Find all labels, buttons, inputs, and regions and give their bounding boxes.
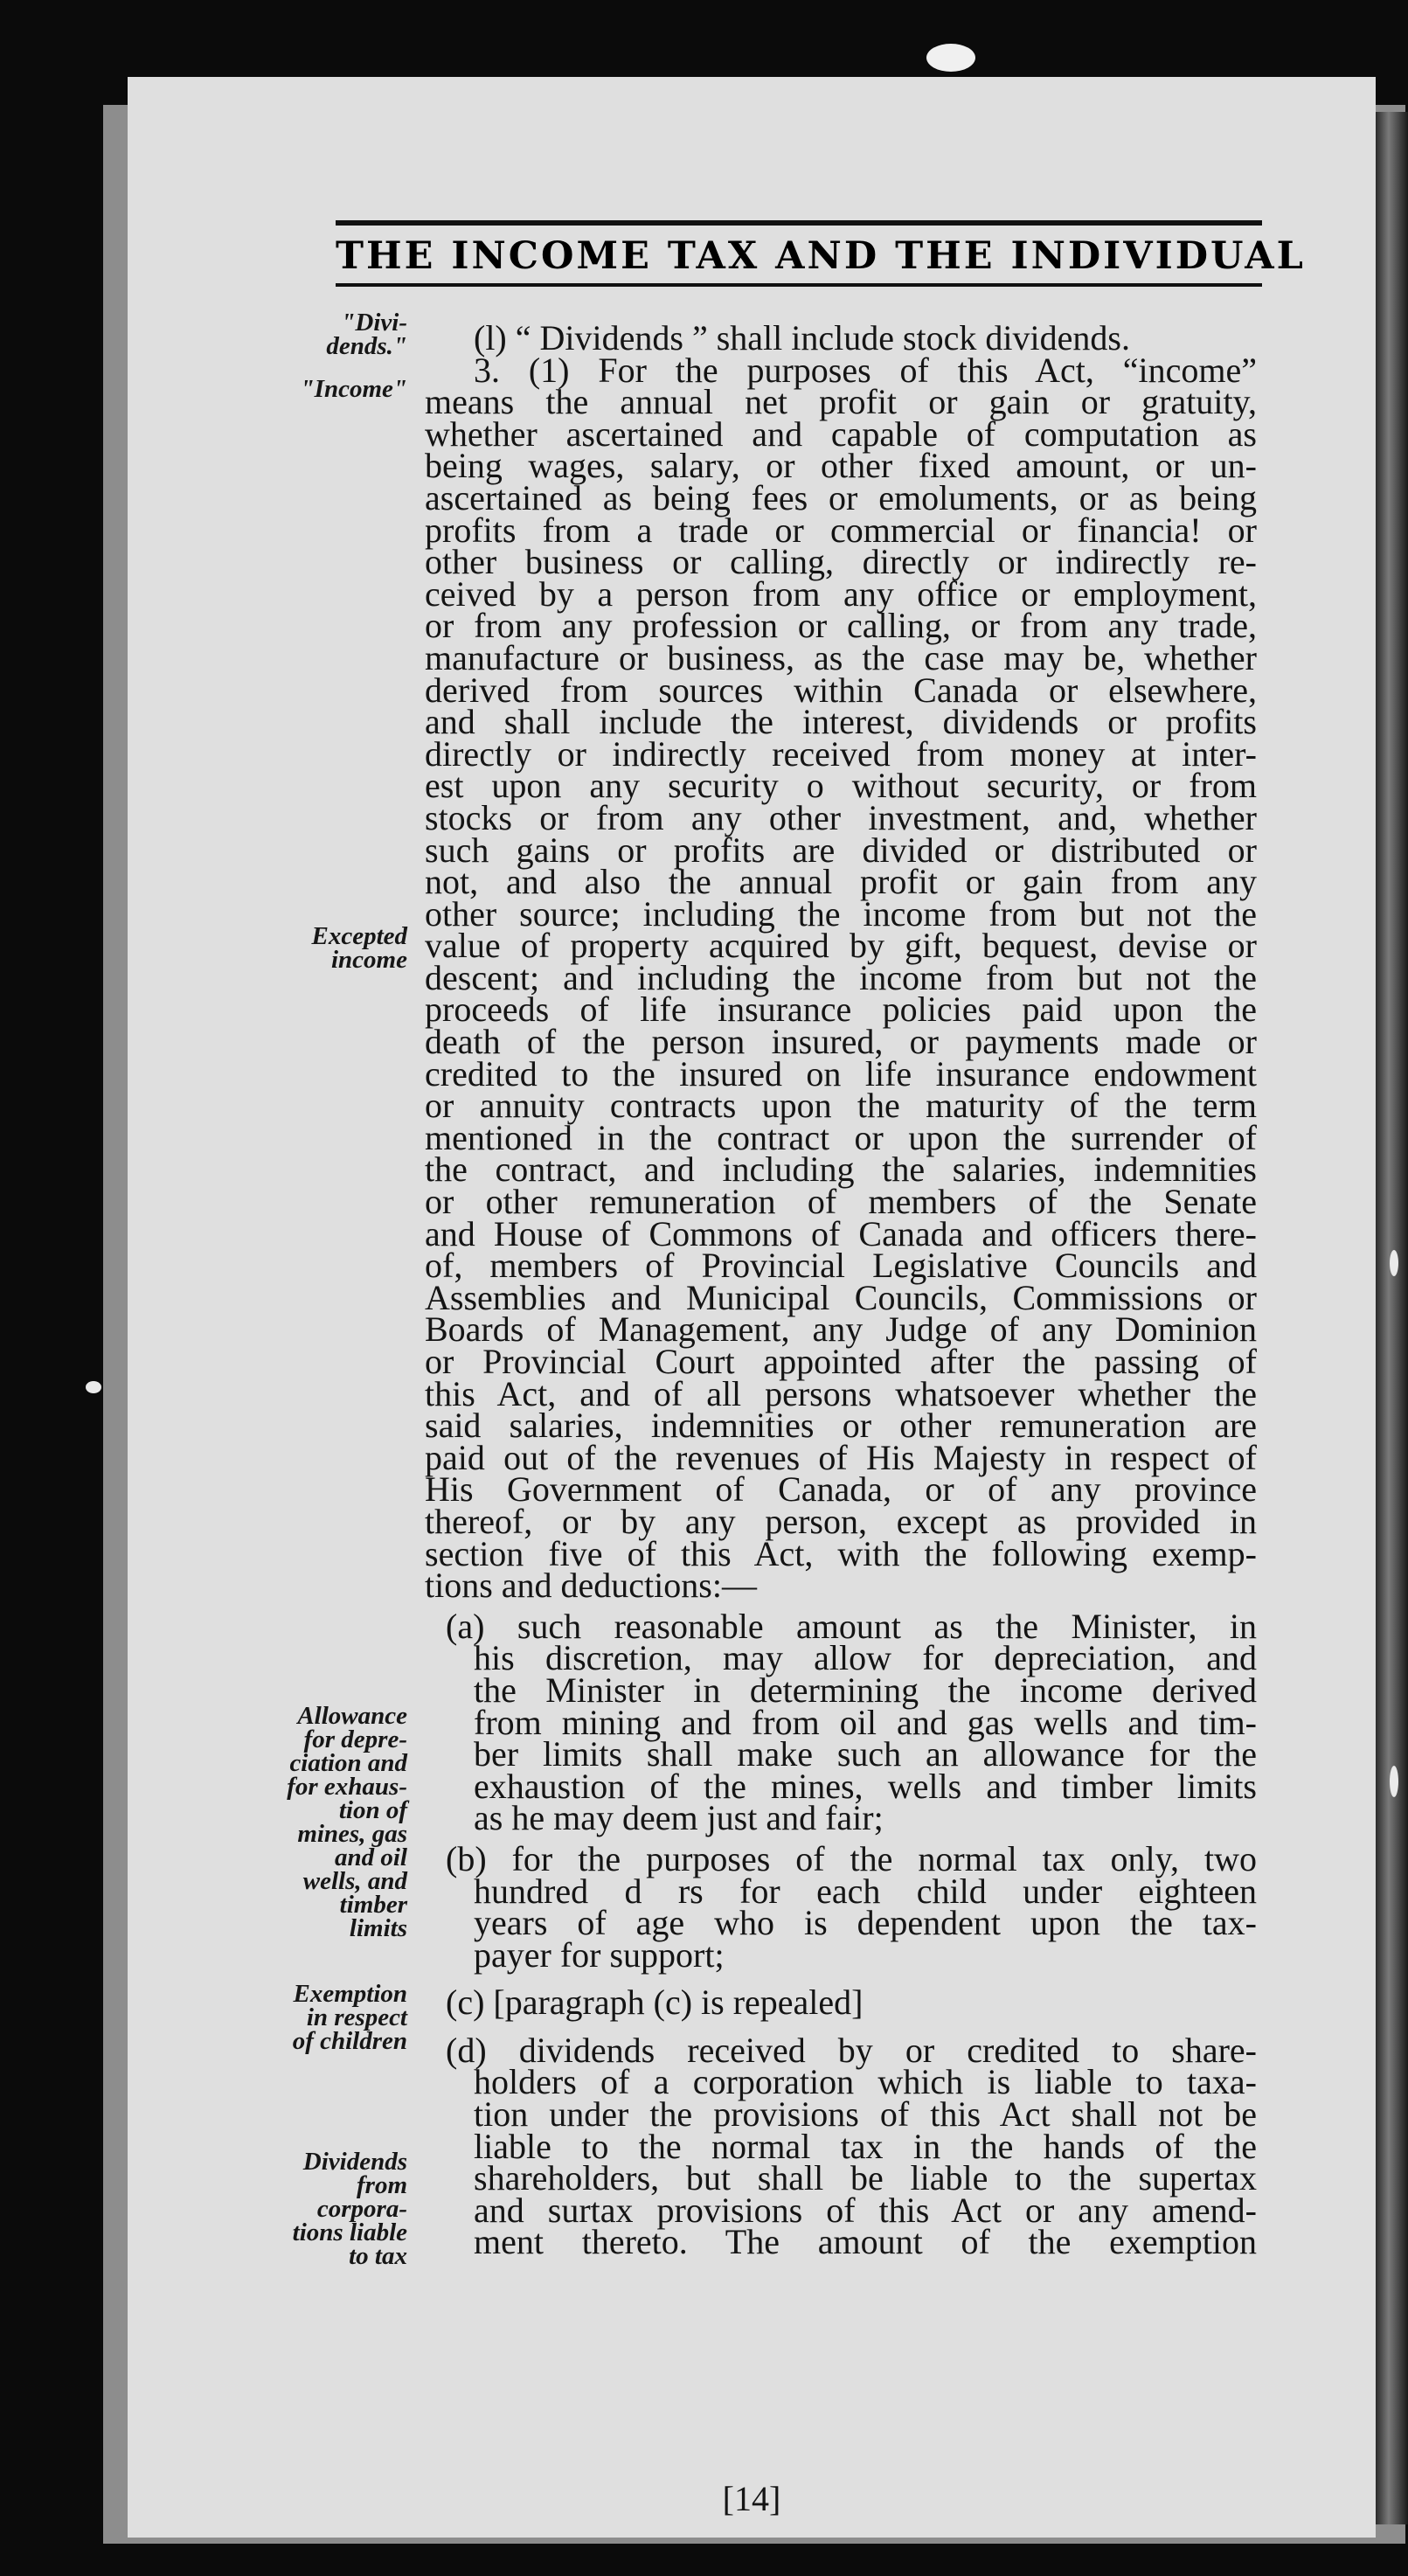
- text-line: ascertained as being fees or emoluments, or as being: [425, 477, 1257, 517]
- text-line: value of property acquired by gift, bequest, devise or: [425, 926, 1257, 966]
- clause-d-line: and surtax provisions of this Act or any amend-: [474, 2190, 1257, 2230]
- margin-note-dividends-corporations: Dividends from corpora- tions liable to tax: [292, 2148, 407, 2270]
- text-line: said salaries, indemnities or other remuneration are: [425, 1406, 1257, 1446]
- text-line: derived from sources within Canada or elsewhere,: [425, 670, 1257, 710]
- clause-b-line: hundred d rs for each child under eighteen: [474, 1871, 1257, 1911]
- page-edge-right: [1376, 112, 1408, 2524]
- text-line: Boards of Management, any Judge of any Dominion: [425, 1309, 1257, 1350]
- text-line: means the annual net profit or gain or gratuity,: [425, 382, 1257, 422]
- text-line: descent; and including the income from but not the: [425, 957, 1257, 997]
- text-line: of, members of Provincial Legislative Councils and: [425, 1246, 1257, 1286]
- clause-b-line: (b) for the purposes of the normal tax only, two: [446, 1838, 1257, 1878]
- margin-note-allowance: Allowance for depre- ciation and for exhaus- tion of mines, gas and oil wells, and timber limits: [287, 1702, 407, 1942]
- scan-artifact-blob: [926, 44, 975, 72]
- text-line: or other remuneration of members of the Senate: [425, 1182, 1257, 1222]
- text-line: 3. (1) For the purposes of this Act, “income”: [474, 350, 1257, 390]
- clause-a-line: exhaustion of the mines, wells and timber limits: [474, 1766, 1257, 1806]
- text-line: the contract, and including the salaries, indemnities: [425, 1149, 1257, 1190]
- text-line: and shall include the interest, dividends or profits: [425, 702, 1257, 742]
- clause-d-line: tion under the provisions of this Act shall not be: [474, 2094, 1257, 2135]
- text-line: His Government of Canada, or of any province: [425, 1469, 1257, 1510]
- header-rule-top: [336, 220, 1262, 226]
- text-line: this Act, and of all persons whatsoever whether the: [425, 1373, 1257, 1413]
- text-line: being wages, salary, or other fixed amount, or un-: [425, 446, 1257, 486]
- running-head: THE INCOME TAX AND THE INDIVIDUAL: [336, 234, 1306, 278]
- text-line: not, and also the annual profit or gain from any: [425, 862, 1257, 902]
- clause-d-line: holders of a corporation which is liable to taxa-: [474, 2062, 1257, 2102]
- text-line: or from any profession or calling, or from any trade,: [425, 606, 1257, 646]
- text-line: and House of Commons of Canada and officers there-: [425, 1213, 1257, 1253]
- text-line: Assemblies and Municipal Councils, Commissions or: [425, 1277, 1257, 1317]
- margin-note-income: "Income": [300, 375, 407, 403]
- scan-artifact-fleck: [1390, 1766, 1398, 1797]
- clause-a-line: as he may deem just and fair;: [474, 1798, 884, 1838]
- margin-note-exemption-children: Exemption in respect of children: [292, 1980, 407, 2055]
- clause-b-line: years of age who is dependent upon the tax-: [474, 1903, 1257, 1943]
- text-line: ceived by a person from any office or employment,: [425, 573, 1257, 614]
- clause-d-line: ment thereto. The amount of the exemption: [474, 2222, 1257, 2262]
- text-line: other source; including the income from but not the: [425, 893, 1257, 934]
- text-line: stocks or from any other investment, and, whether: [425, 797, 1257, 837]
- clause-d-line: (d) dividends received by or credited to share-: [446, 2030, 1257, 2070]
- margin-note-excepted-income: Excepted income: [311, 922, 407, 974]
- text-line: est upon any security o without security, or from: [425, 766, 1257, 806]
- text-line: (l) “ Dividends ” shall include stock dividends.: [474, 318, 1130, 358]
- header-rule-bottom: [336, 283, 1262, 287]
- clause-b-line: payer for support;: [474, 1934, 725, 1975]
- clause-a-line: from mining and from oil and gas wells and tim-: [474, 1702, 1257, 1742]
- text-line: paid out of the revenues of His Majesty in respect of: [425, 1437, 1257, 1477]
- text-line: whether ascertained and capable of computation as: [425, 413, 1257, 454]
- text-line: death of the person insured, or payments made or: [425, 1022, 1257, 1062]
- text-line: or Provincial Court appointed after the passing of: [425, 1342, 1257, 1381]
- text-line: or annuity contracts upon the maturity of the term: [425, 1086, 1257, 1126]
- text-line: thereof, or by any person, except as provided in: [425, 1501, 1257, 1541]
- clause-a-line: the Minister in determining the income derived: [474, 1670, 1257, 1710]
- text-line: tions and deductions:—: [425, 1566, 757, 1606]
- scan-artifact-fleck: [1390, 1250, 1398, 1276]
- text-line: directly or indirectly received from money at inter-: [425, 733, 1257, 774]
- scan-artifact-fleck: [86, 1381, 101, 1393]
- text-line: other business or calling, directly or indirectly re-: [425, 542, 1257, 582]
- text-line: manufacture or business, as the case may be, whether: [425, 637, 1257, 677]
- clause-a-line: (a) such reasonable amount as the Minister, in: [446, 1606, 1257, 1646]
- text-line: profits from a trade or commercial or financia! or: [425, 510, 1257, 550]
- margin-note-dividends: "Divi- dends.": [326, 309, 407, 360]
- clause-d-line: shareholders, but shall be liable to the supertax: [474, 2158, 1257, 2198]
- clause-a-line: his discretion, may allow for depreciation, and: [474, 1638, 1257, 1678]
- text-line: proceeds of life insurance policies paid upon the: [425, 989, 1257, 1030]
- page-number: [14]: [722, 2479, 781, 2518]
- clause-a-line: ber limits shall make such an allowance for the: [474, 1734, 1257, 1774]
- text-line: credited to the insured on life insurance endowment: [425, 1053, 1257, 1094]
- text-line: such gains or profits are divided or distributed or: [425, 830, 1257, 870]
- text-line: mentioned in the contract or upon the surrender of: [425, 1117, 1257, 1157]
- body-text: [425, 318, 1257, 2262]
- clause-d-line: liable to the normal tax in the hands of the: [474, 2126, 1257, 2166]
- clause-c-line: (c) [paragraph (c) is repealed]: [446, 1982, 864, 2023]
- text-line: section five of this Act, with the following exemp-: [425, 1533, 1257, 1573]
